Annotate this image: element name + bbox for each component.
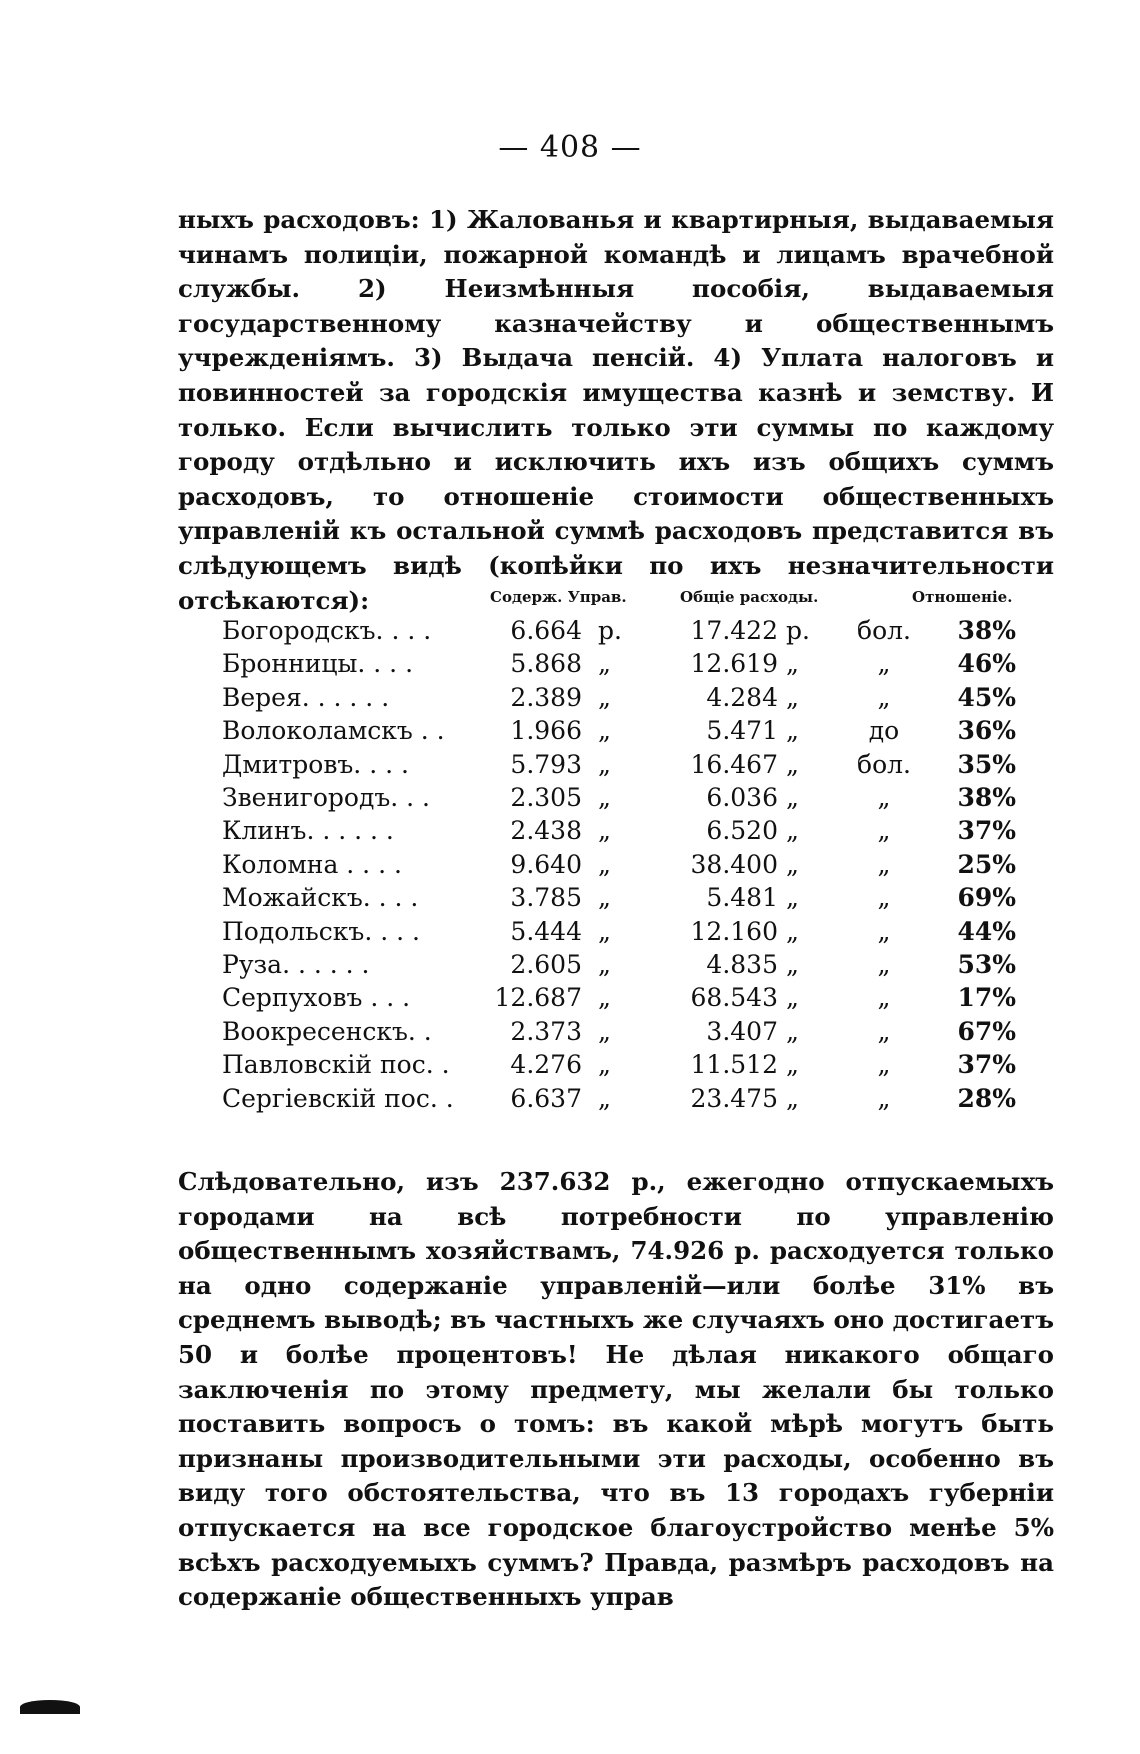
cell-upkeep: 2.438 (510, 816, 582, 846)
table-row (0, 983, 1140, 1016)
cell-rub2: „ (786, 749, 799, 779)
cell-town: Павловскій пос. . (222, 1050, 450, 1080)
cell-comp: „ (877, 1016, 891, 1046)
cell-pct: 38% (957, 783, 1016, 812)
cell-town: Руза. . . . . . (222, 950, 370, 979)
cell-total: 16.467 (690, 749, 778, 779)
cell-rub1: „ (598, 1050, 611, 1080)
cell-town: Коломна . . . . (222, 849, 402, 879)
cell-town: Подольскъ. . . . (222, 916, 420, 946)
cell-upkeep: 2.305 (510, 783, 582, 812)
cell-rub1: „ (598, 1083, 611, 1113)
header-ratio: Отношеніе. (912, 588, 1013, 606)
table-row (0, 883, 1140, 916)
cell-upkeep: 5.868 (510, 649, 582, 679)
cell-pct: 28% (957, 1083, 1016, 1113)
cell-pct: 17% (957, 983, 1016, 1013)
table-row (0, 850, 1140, 883)
cell-total: 23.475 (690, 1083, 778, 1113)
cell-upkeep: 2.389 (510, 682, 582, 712)
cell-rub1: „ (598, 783, 611, 812)
cell-upkeep: 2.373 (510, 1016, 582, 1046)
cell-pct: 37% (957, 816, 1016, 846)
cell-comp: „ (877, 883, 891, 913)
cell-pct: 67% (957, 1016, 1016, 1046)
cell-pct: 46% (957, 649, 1016, 679)
cell-rub1: „ (598, 749, 611, 779)
cell-total: 6.036 (706, 783, 778, 812)
cell-rub1: „ (598, 682, 611, 712)
cell-comp: „ (877, 983, 891, 1013)
table-row (0, 1084, 1140, 1117)
cell-rub1: „ (598, 883, 611, 913)
cell-town: Волоколамскъ . . (222, 716, 445, 746)
cell-comp: „ (877, 1050, 891, 1080)
cell-total: 4.835 (706, 950, 778, 979)
table-row (0, 616, 1140, 649)
cell-town: Дмитровъ. . . . (222, 749, 409, 779)
cell-rub1: р. (598, 616, 622, 645)
cell-total: 38.400 (690, 849, 778, 879)
cell-town: Сергіевскій пос. . (222, 1083, 454, 1113)
cell-comp: „ (877, 816, 891, 846)
cell-rub2: „ (786, 916, 799, 946)
table-row (0, 683, 1140, 716)
cell-comp: бол. (857, 749, 911, 779)
cell-pct: 36% (957, 716, 1016, 746)
cell-town: Звенигородъ. . . (222, 783, 431, 812)
cell-rub2: р. (786, 616, 810, 645)
cell-pct: 25% (957, 849, 1016, 879)
cell-comp: „ (877, 783, 891, 812)
cell-rub2: „ (786, 816, 799, 846)
table-row (0, 649, 1140, 682)
cell-rub1: „ (598, 1016, 611, 1046)
cell-upkeep: 1.966 (510, 716, 582, 746)
cell-rub2: „ (786, 1083, 799, 1113)
cell-upkeep: 6.664 (510, 616, 582, 645)
cell-upkeep: 12.687 (494, 983, 582, 1013)
cell-rub2: „ (786, 1016, 799, 1046)
cell-town: Богородскъ. . . . (222, 616, 432, 645)
cell-rub1: „ (598, 916, 611, 946)
cell-rub2: „ (786, 1050, 799, 1080)
cell-upkeep: 6.637 (510, 1083, 582, 1113)
cell-rub1: „ (598, 983, 611, 1013)
cell-total: 11.512 (690, 1050, 778, 1080)
header-upkeep: Содерж. Управ. (490, 588, 627, 606)
cell-total: 12.619 (690, 649, 778, 679)
cell-pct: 38% (957, 616, 1016, 645)
cell-town: Клинъ. . . . . . (222, 816, 394, 846)
scan-smudge (20, 1700, 80, 1714)
page-number: — 408 — (498, 130, 642, 165)
cell-total: 3.407 (706, 1016, 778, 1046)
table-row (0, 1017, 1140, 1050)
cell-pct: 69% (957, 883, 1016, 913)
cell-rub2: „ (786, 783, 799, 812)
cell-rub1: „ (598, 816, 611, 846)
cell-rub2: „ (786, 883, 799, 913)
intro-paragraph: ныхъ расходовъ: 1) Жалованья и квартирныя, выдаваемыя чинамъ полиціи, пожарной командѣ и лицамъ врачебной службы. 2) Неизмѣнныя пособія, выдаваемыя государственному казначейству и общественнымъ учрежденіямъ. 3) Выдача пенсій. 4) Уплата налоговъ и повинностей за городскія имущества казнѣ и земству. И только. Если вычислить только эти суммы по каждому городу отдѣльно и исключить ихъ изъ общихъ суммъ расходовъ, то отношеніе стоимости общественныхъ управленій къ остальной суммѣ расходовъ представится въ слѣдующемъ видѣ (копѣйки по ихъ незначительности отсѣкаются): (178, 205, 1054, 615)
table-row (0, 783, 1140, 816)
cell-town: Серпуховъ . . . (222, 983, 411, 1013)
cell-pct: 44% (957, 916, 1016, 946)
cell-upkeep: 5.793 (510, 749, 582, 779)
cell-rub2: „ (786, 849, 799, 879)
cell-pct: 53% (957, 950, 1016, 979)
cell-upkeep: 2.605 (510, 950, 582, 979)
cell-rub2: „ (786, 649, 799, 679)
cell-town: Бронницы. . . . (222, 649, 414, 679)
cell-comp: „ (877, 1083, 891, 1113)
cell-total: 5.471 (706, 716, 778, 746)
cell-pct: 35% (957, 749, 1016, 779)
cell-rub1: „ (598, 716, 611, 746)
cell-pct: 45% (957, 682, 1016, 712)
table-row (0, 750, 1140, 783)
table-row (0, 1050, 1140, 1083)
cell-comp: бол. (857, 616, 911, 645)
cell-upkeep: 4.276 (510, 1050, 582, 1080)
cell-rub2: „ (786, 682, 799, 712)
cell-comp: „ (877, 682, 891, 712)
table-row (0, 917, 1140, 950)
cell-comp: „ (877, 849, 891, 879)
cell-town: Верея. . . . . . (222, 682, 390, 712)
conclusion-paragraph: Слѣдовательно, изъ 237.632 р., ежегодно отпускаемыхъ городами на всѣ потребности по управленію общественнымъ хозяйствамъ, 74.926 р. расходуется только на одно содержаніе управленій—или болѣе 31% въ среднемъ выводѣ; въ частныхъ же случаяхъ оно достигаетъ 50 и болѣе процентовъ! Не дѣлая никакого общаго заключенія по этому предмету, мы желали бы только поставить вопросъ о томъ: въ какой мѣрѣ могутъ быть признаны производительными эти расходы, особенно въ виду того обстоятельства, что въ 13 городахъ губерніи отпускается на все городское благоустройство менѣе 5% всѣхъ расходуемыхъ суммъ? Правда, размѣръ расходовъ на содержаніе общественныхъ управ (178, 1167, 1054, 1612)
cell-comp: „ (877, 950, 891, 979)
cell-comp: „ (877, 916, 891, 946)
cell-rub1: „ (598, 950, 611, 979)
cell-comp: до (868, 716, 900, 746)
table-row (0, 716, 1140, 749)
cell-pct: 37% (957, 1050, 1016, 1080)
cell-rub1: „ (598, 849, 611, 879)
cell-total: 17.422 (690, 616, 778, 645)
cell-total: 5.481 (706, 883, 778, 913)
cell-upkeep: 3.785 (510, 883, 582, 913)
header-total: Общіе расходы. (680, 588, 819, 606)
cell-rub2: „ (786, 983, 799, 1013)
cell-comp: „ (877, 649, 891, 679)
cell-total: 6.520 (706, 816, 778, 846)
cell-total: 4.284 (706, 682, 778, 712)
cell-town: Можайскъ. . . . (222, 883, 419, 913)
table-row (0, 816, 1140, 849)
cell-rub1: „ (598, 649, 611, 679)
cell-upkeep: 5.444 (510, 916, 582, 946)
table-row (0, 950, 1140, 983)
cell-upkeep: 9.640 (510, 849, 582, 879)
cell-total: 68.543 (690, 983, 778, 1013)
cell-town: Воокресенскъ. . (222, 1016, 432, 1046)
cell-rub2: „ (786, 716, 799, 746)
cell-total: 12.160 (690, 916, 778, 946)
cell-rub2: „ (786, 950, 799, 979)
